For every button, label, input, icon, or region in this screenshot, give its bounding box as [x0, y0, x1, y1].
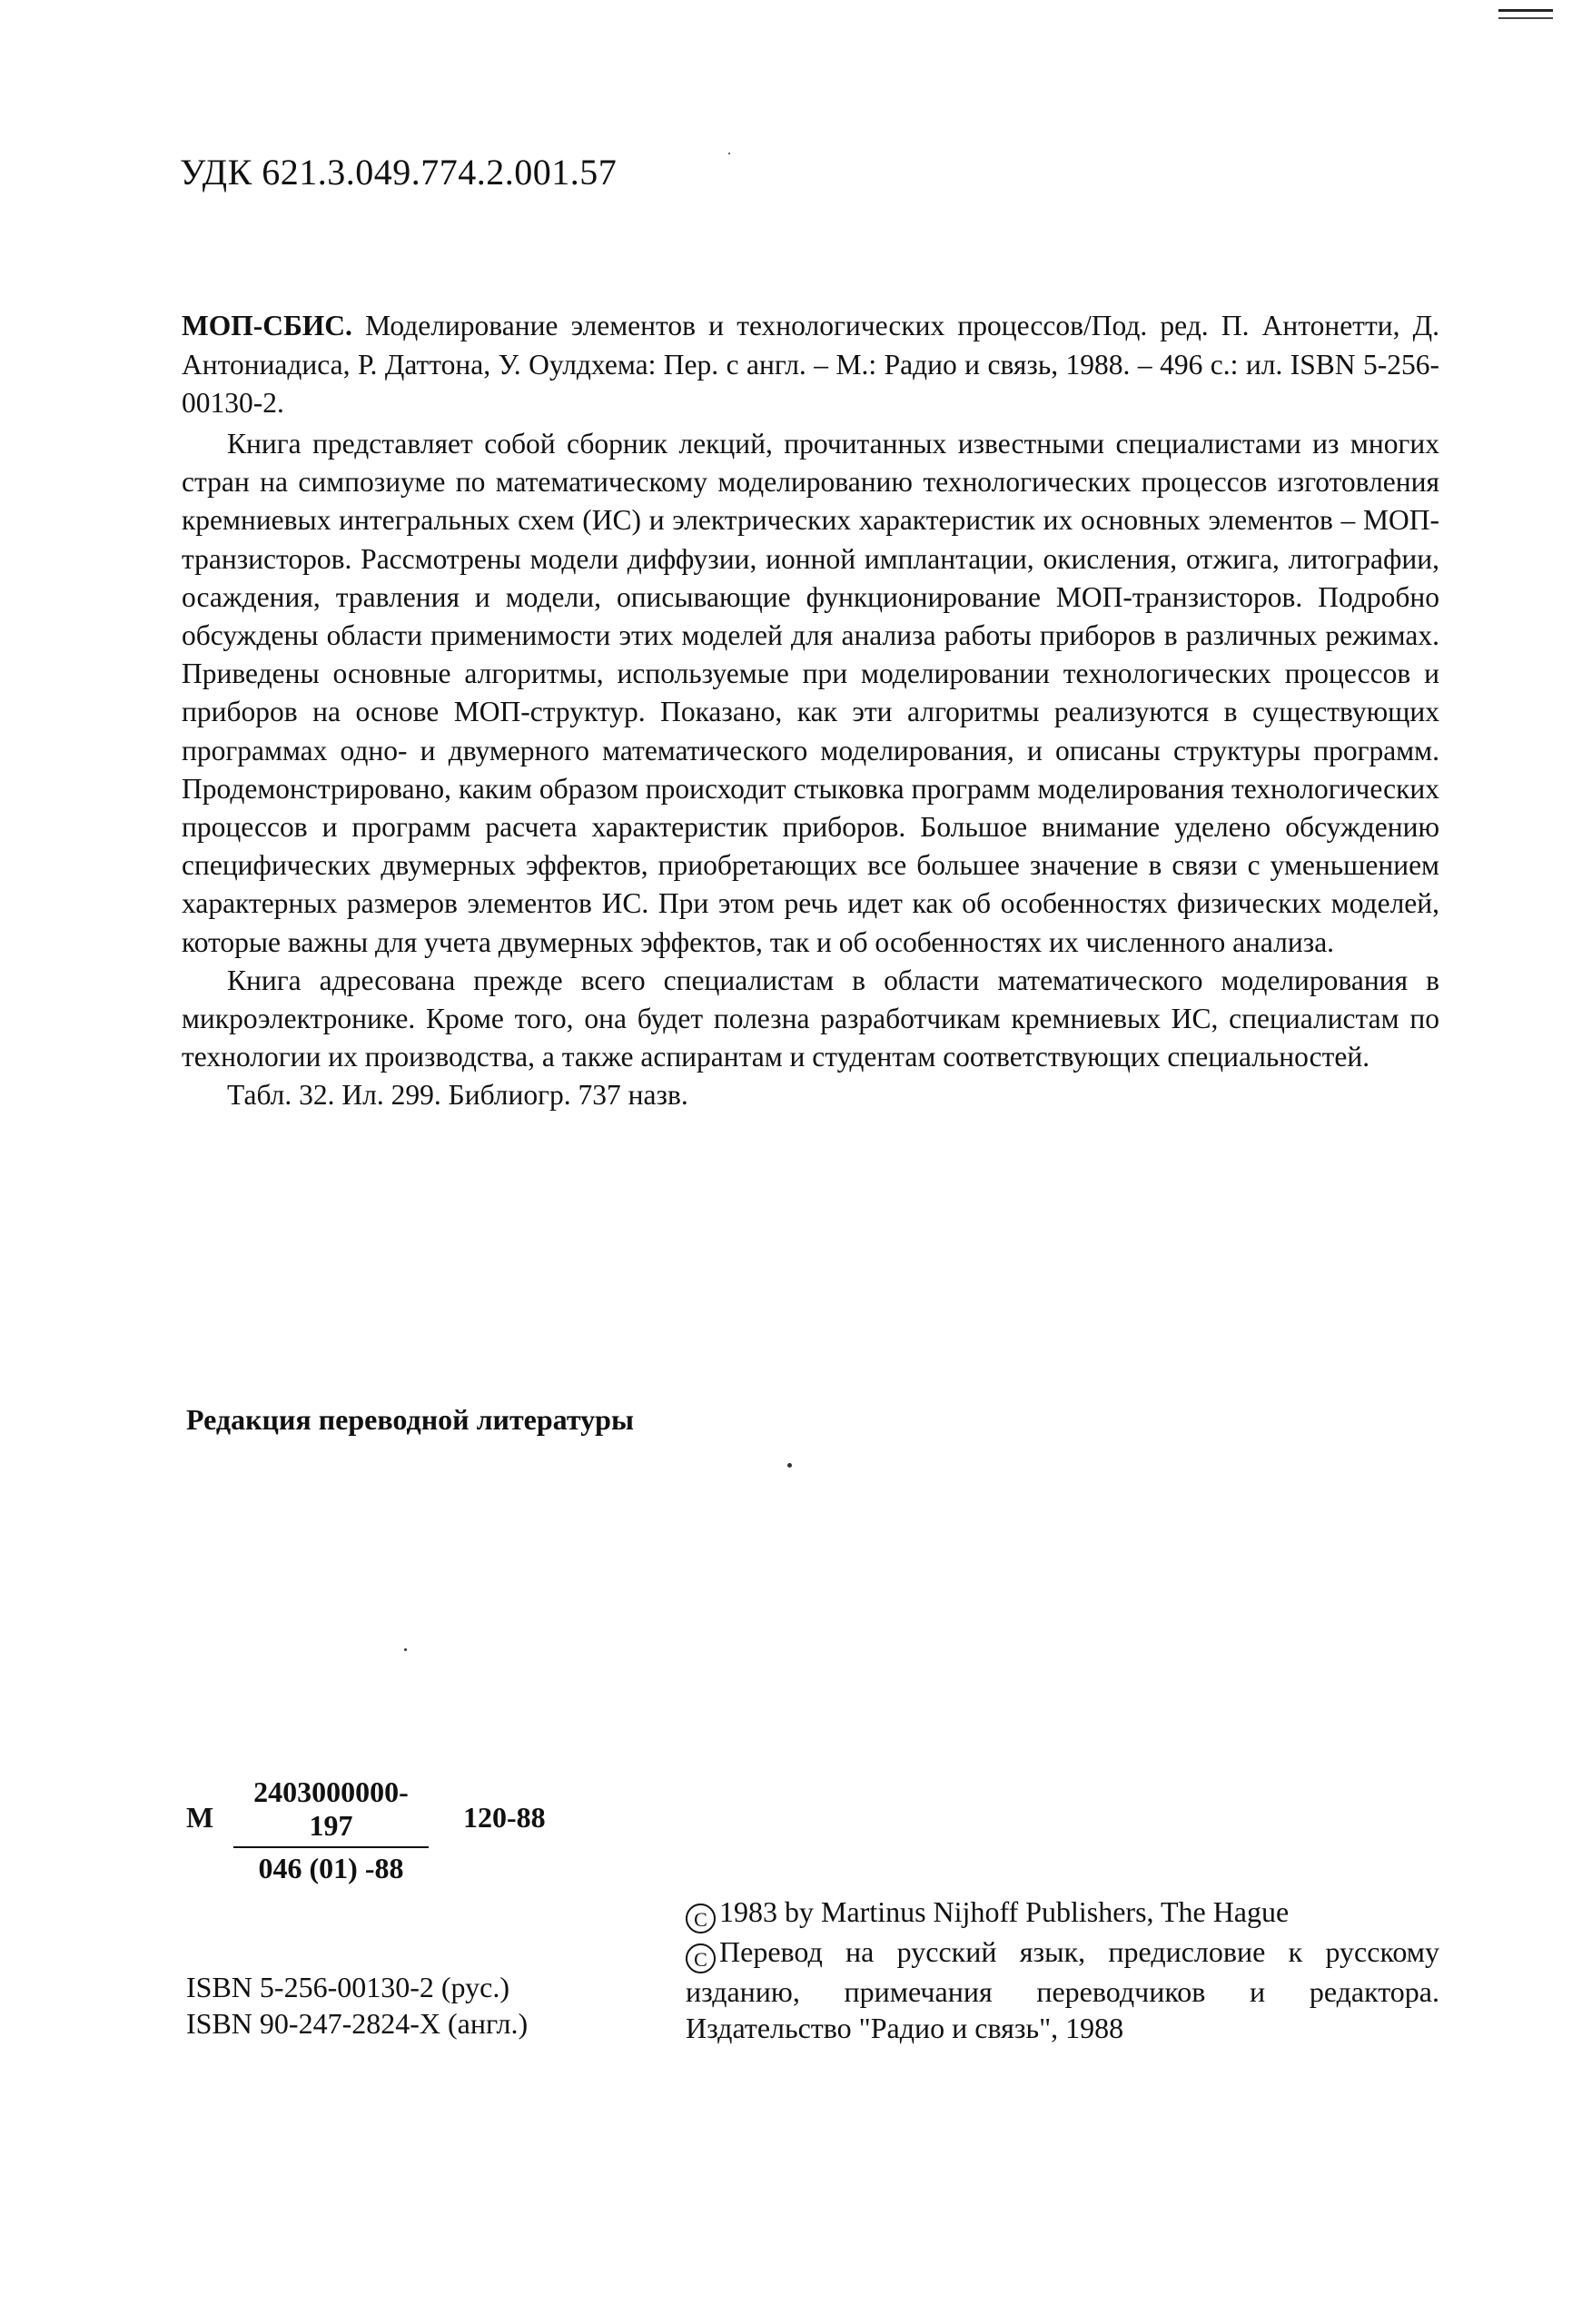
copyright-translation-text: Перевод на русский язык, предисловие к русскому изданию, примечания переводчиков и редактора. Издательство "Радио и связь", 1988 — [686, 1935, 1439, 2044]
annotation-paragraph-2: Книга адресована прежде всего специалистам в области математического моделирования в микроэлектронике. Кроме того, она будет полезна разработчикам кремниевых ИС, специалистам по технологии их производства, а также аспирантам и студентам соответствующих специальностей. — [182, 964, 1439, 1073]
scan-speck — [728, 153, 730, 154]
editorial-department: Редакция переводной литературы — [186, 1403, 634, 1436]
copyright-original — [686, 1894, 1439, 1933]
bibliographic-details: Моделирование элементов и технологических процессов/Под. ред. П. Антонетти, Д. Антониадиса, Р. Даттона, У. Оулдхема: Пер. с англ. – М.: Радио и связь, 1988. – 496 с.: ил. ISBN 5-256-00130-2. — [182, 310, 1439, 419]
copyright-original-text: 1983 by Martinus Nijhoff Publishers, The Hague — [719, 1895, 1290, 1928]
bibliographic-description — [182, 307, 1439, 423]
index-numerator: 2403000000-197 — [233, 1775, 429, 1848]
scan-corner-mark — [1498, 9, 1553, 19]
isbn-block — [186, 1969, 528, 2042]
isbn-russian: ISBN 5-256-00130-2 (рус.) — [186, 1971, 509, 2003]
scan-speck — [787, 1463, 792, 1468]
copyright-translation — [686, 1933, 1439, 2046]
index-denominator: 046 (01) -88 — [258, 1852, 404, 1884]
copyright-notice — [686, 1894, 1439, 2046]
udc-code: УДК 621.3.049.774.2.001.57 — [180, 152, 618, 193]
book-title-short: МОП-СБИС. — [182, 310, 352, 341]
index-letter: М — [186, 1801, 214, 1834]
scan-speck — [404, 1648, 407, 1651]
isbn-english: ISBN 90-247-2824-X (англ.) — [186, 2007, 529, 2040]
index-suffix: 120-88 — [463, 1801, 546, 1834]
copyright-icon: C — [686, 1904, 716, 1933]
annotation-paragraph-1: Книга представляет собой сборник лекций, прочитанных известными специалистами из многих стран на симпозиуме по математическому моделированию технологических процессов изготовления кремниевых интегральных схем (ИС) и электрических характеристик их основных элементов – МОП-транзисторов. Рассмотрены модели диффузии, ионной имплантации, окисления, отжига, литографии, осаждения, травления и модели, описывающие функционирование МОП-транзисторов. Подробно обсуждены области применимости этих моделей для анализа работы приборов в различных режимах. Приведены основные алгоритмы, используемые при моделировании технологических процессов и приборов на основе МОП-структур. Показано, как эти алгоритмы реализуются в существующих программах одно- и двумерного математического моделирования, и описаны структуры программ. Продемонстрировано, каким образом происходит стыковка программ моделирования технологических процессов и программ расчета характеристик приборов. Большое внимание уделено обсуждению специфических двумерных эффектов, приобретающих все большее значение в связи с уменьшением характерных размеров элементов ИС. При этом речь идет как об особенностях физических моделей, которые важны для учета двумерных эффектов, так и об особенностях их численного анализа. — [182, 428, 1439, 958]
annotation-stats: Табл. 32. Ил. 299. Библиогр. 737 назв. — [227, 1079, 688, 1112]
annotation — [182, 425, 1439, 1115]
index-fraction — [233, 1775, 429, 1885]
copyright-icon: C — [686, 1943, 716, 1973]
